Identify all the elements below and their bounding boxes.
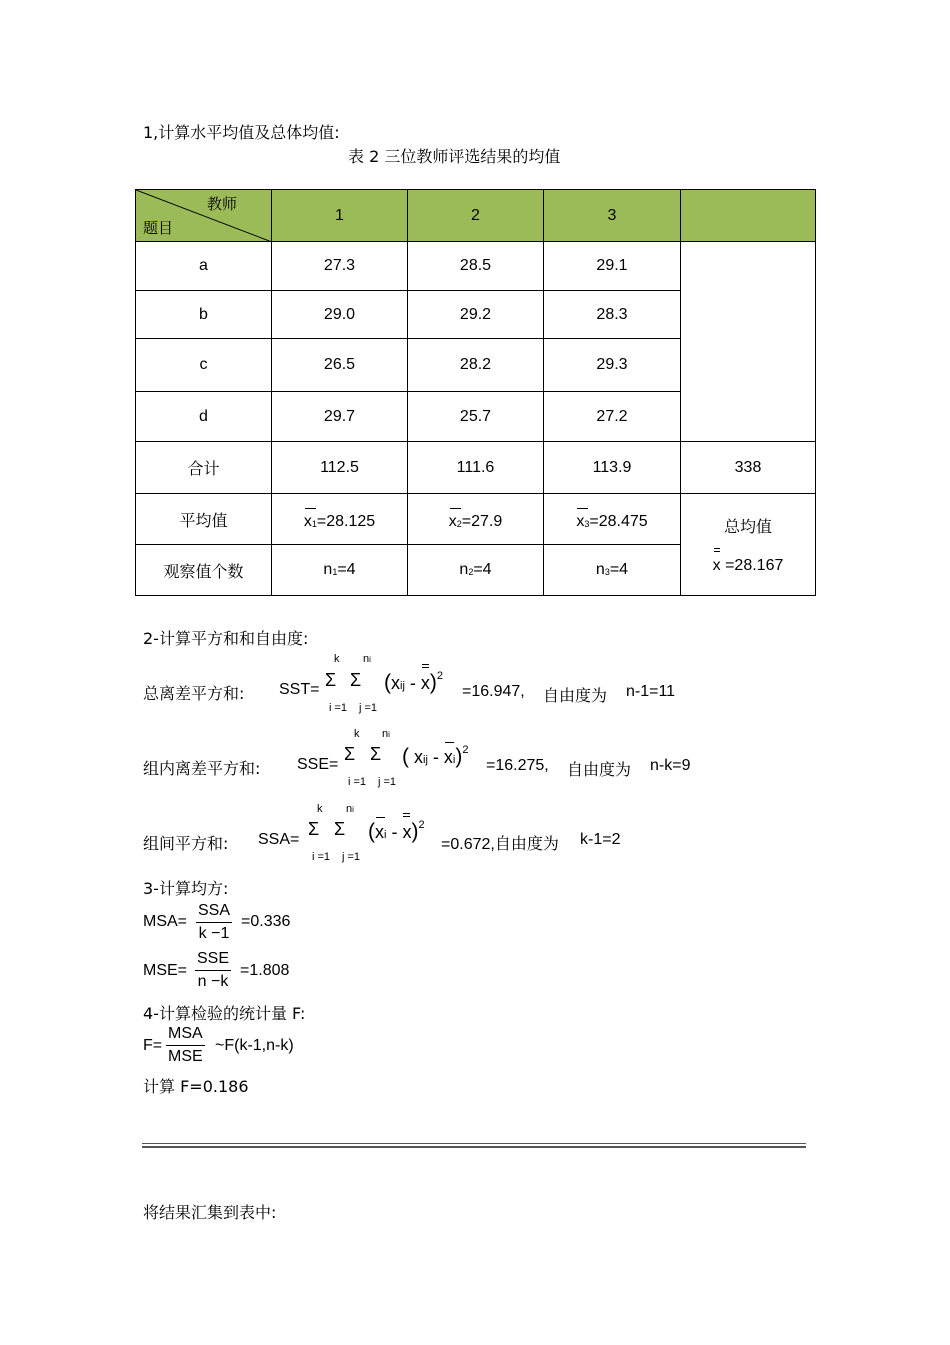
step2-heading: 2-计算平方和和自由度: xyxy=(143,629,309,648)
mse-fraction: SSE n −k xyxy=(197,950,230,990)
ssa-expression: (xi - x)$^2$ xyxy=(368,819,425,843)
table-cell: 26.5 xyxy=(272,339,408,392)
grand-mean-value: x =28.167 xyxy=(712,557,784,574)
column-header: 1 xyxy=(272,190,408,242)
sum-icon: Σ xyxy=(308,819,320,839)
table-cell: 25.7 xyxy=(408,392,544,442)
count-cell-3: n3=4 xyxy=(544,545,681,596)
header-teacher: 教师 xyxy=(206,195,237,213)
column-header: 3 xyxy=(544,190,681,242)
sst-label: 总离差平方和: xyxy=(143,684,245,703)
step1-heading: 1,计算水平均值及总体均值: xyxy=(143,123,340,142)
count-label: 观察值个数 xyxy=(136,545,272,596)
table-cell: 27.3 xyxy=(272,242,408,291)
table-cell: 112.5 xyxy=(272,442,408,494)
table-cell: 28.5 xyxy=(408,242,544,291)
row-label: b xyxy=(136,291,272,339)
mean-cell-1: x1=28.125 xyxy=(272,494,408,545)
step4-heading: 4-计算检验的统计量 F: xyxy=(143,1004,306,1023)
total-label: 合计 xyxy=(136,442,272,494)
msa-fraction: SSA k −1 xyxy=(198,902,231,942)
grand-mean-label: 总均值 xyxy=(723,517,772,536)
sse-df: n-k=9 xyxy=(650,757,691,774)
sse-df-label: 自由度为 xyxy=(567,760,632,779)
sum-icon: Σ xyxy=(344,744,356,764)
table-cell: 29.3 xyxy=(544,339,681,392)
table-cell: 29.7 xyxy=(272,392,408,442)
summary-text: 将结果汇集到表中: xyxy=(143,1203,277,1222)
table-cell: 27.2 xyxy=(544,392,681,442)
empty-merged-cell xyxy=(681,242,816,442)
f-distribution: ~F(k-1,n-k) xyxy=(215,1037,294,1054)
mean-cell-2: x2=27.9 xyxy=(408,494,544,545)
mean-label: 平均值 xyxy=(136,494,272,545)
sst-expression: (xij - x)$^2$ xyxy=(384,670,444,694)
sse-expression: ( xij - xi)$^2$ xyxy=(402,744,469,768)
f-fraction: MSA MSE xyxy=(168,1025,203,1065)
sum-icon: Σ xyxy=(350,670,362,690)
sse-result: =16.275, xyxy=(486,757,549,774)
table-cell: 28.3 xyxy=(544,291,681,339)
count-cell-1: n1=4 xyxy=(272,545,408,596)
diagonal-header-cell xyxy=(136,190,272,242)
table-row xyxy=(136,242,816,291)
grand-mean-cell xyxy=(681,494,816,596)
sum-icon: Σ xyxy=(325,670,337,690)
header-question: 题目 xyxy=(143,219,174,237)
f-computed: 计算 F=0.186 xyxy=(143,1077,249,1096)
table-cell: 113.9 xyxy=(544,442,681,494)
mse-lhs: MSE= xyxy=(143,962,188,979)
mean-row xyxy=(136,494,816,545)
table-cell: 111.6 xyxy=(408,442,544,494)
sse-lhs: SSE= xyxy=(297,756,339,773)
ssa-lhs: SSA= xyxy=(258,831,300,848)
ssa-df: k-1=2 xyxy=(580,831,621,848)
msa-result: =0.336 xyxy=(241,913,291,930)
f-lhs: F= xyxy=(143,1037,163,1054)
table-cell: 338 xyxy=(681,442,816,494)
column-header: 2 xyxy=(408,190,544,242)
mean-cell-3: x3=28.475 xyxy=(544,494,681,545)
table-caption: 表 2 三位教师评选结果的均值 xyxy=(348,147,561,166)
separator-line xyxy=(142,1146,806,1148)
table-cell: 28.2 xyxy=(408,339,544,392)
sum-icon: Σ xyxy=(370,744,382,764)
column-header xyxy=(681,190,816,242)
row-label: a xyxy=(136,242,272,291)
mse-result: =1.808 xyxy=(240,962,290,979)
table-cell: 29.1 xyxy=(544,242,681,291)
step3-heading: 3-计算均方: xyxy=(143,879,229,898)
sse-label: 组内离差平方和: xyxy=(143,759,261,778)
separator-line xyxy=(142,1143,806,1144)
row-label: d xyxy=(136,392,272,442)
sst-df: n-1=11 xyxy=(626,683,676,700)
row-label: c xyxy=(136,339,272,392)
sst-lhs: SST= xyxy=(279,681,320,698)
sst-df-label: 自由度为 xyxy=(543,686,608,705)
means-table xyxy=(135,189,816,596)
table-cell: 29.2 xyxy=(408,291,544,339)
total-row xyxy=(136,442,816,494)
ssa-label: 组间平方和: xyxy=(143,834,229,853)
sst-result: =16.947, xyxy=(462,683,525,700)
table-cell: 29.0 xyxy=(272,291,408,339)
ssa-result: =0.672,自由度为 xyxy=(441,836,559,853)
msa-lhs: MSA= xyxy=(143,913,188,930)
count-cell-2: n2=4 xyxy=(408,545,544,596)
sum-icon: Σ xyxy=(334,819,346,839)
